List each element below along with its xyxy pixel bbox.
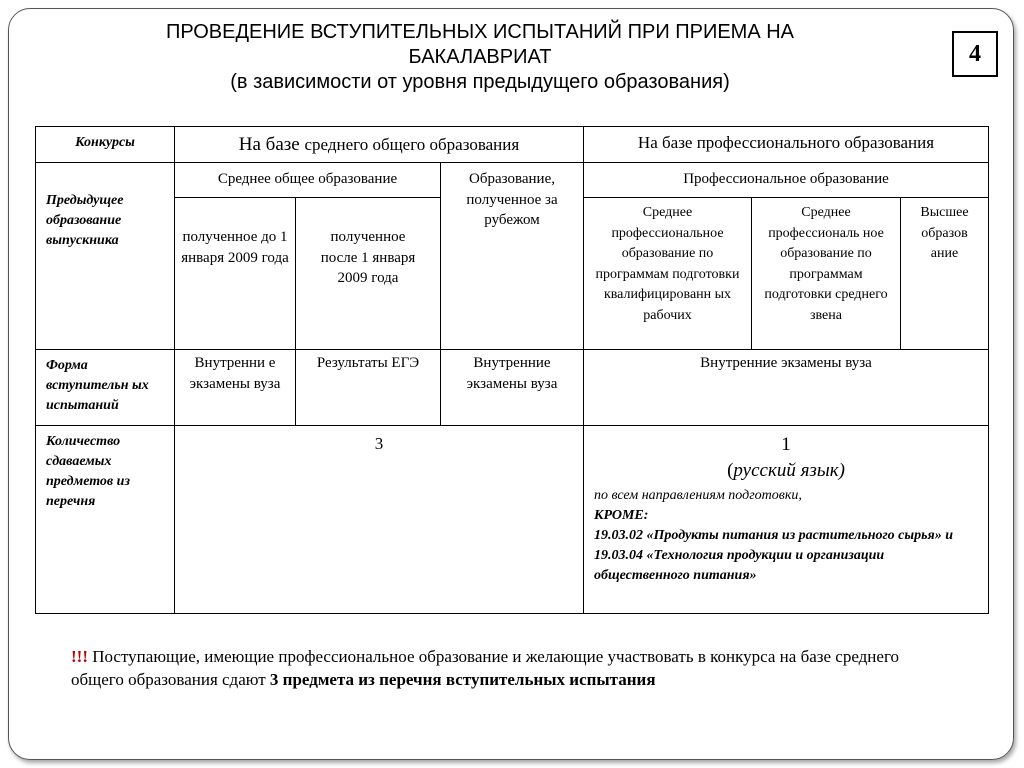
footnote bbox=[71, 645, 951, 691]
subjects-secondary-count: 3 bbox=[175, 426, 584, 614]
subjects-prof-subject bbox=[594, 458, 978, 484]
row-header-exam-form: Форма вступительн ых испытаний bbox=[36, 350, 175, 426]
edu-spo-mid: Среднее профессиональ ное образование по программам подготовки среднего звена bbox=[752, 198, 901, 350]
footnote-bold-text: 3 предмета из перечня вступительных испытания bbox=[269, 670, 656, 689]
contests-row bbox=[36, 127, 989, 163]
edu-before-2009: полученное до 1 января 2009 года bbox=[175, 198, 296, 350]
contest-secondary bbox=[175, 127, 584, 163]
edu-higher: Высшее образов ание bbox=[901, 198, 989, 350]
footnote-mark: !!! bbox=[71, 647, 88, 666]
contest-secondary-prefix: На базе bbox=[238, 134, 305, 155]
footnote-text: Поступающие, имеющие профессиональное образование и желающие участвовать в конкурса на базе среднего общего образования сдают bbox=[71, 647, 899, 689]
education-row-1 bbox=[36, 163, 989, 198]
exam-internal-prof: Внутренние экзамены вуза bbox=[584, 350, 989, 426]
row-header-previous-education: Предыдущее образование выпускника bbox=[36, 163, 175, 350]
exam-form-row bbox=[36, 350, 989, 426]
exception-text: 19.03.02 «Продукты питания из растительного сырья» и 19.03.04 «Технология продукции и организации общественного питания» bbox=[594, 528, 953, 583]
admission-table bbox=[35, 126, 989, 614]
row-header-subject-count: Количество сдаваемых предметов из перечня bbox=[36, 426, 175, 614]
exam-ege: Результаты ЕГЭ bbox=[296, 350, 441, 426]
slide-title bbox=[100, 20, 860, 95]
title-line-1: ПРОВЕДЕНИЕ ВСТУПИТЕЛЬНЫХ ИСПЫТАНИЙ ПРИ ПРИЕМА НА bbox=[165, 21, 795, 43]
subjects-prof-subject-text: русский язык) bbox=[733, 460, 845, 481]
subjects-exception bbox=[594, 486, 978, 586]
subjects-professional bbox=[584, 426, 989, 614]
edu-professional: Профессиональное образование bbox=[584, 163, 989, 198]
subjects-row bbox=[36, 426, 989, 614]
contest-professional: На базе профессионального образования bbox=[584, 127, 989, 163]
subjects-prof-subject-open: ( bbox=[727, 460, 734, 481]
exam-internal-2: Внутренние экзамены вуза bbox=[441, 350, 584, 426]
subjects-prof-count: 1 bbox=[781, 434, 791, 455]
edu-abroad: Образование, полученное за рубежом bbox=[441, 163, 584, 350]
title-line-2: БАКАЛАВРИАТ bbox=[408, 46, 552, 68]
edu-spo-workers: Среднее профессиональное образование по программам подготовки квалифицированн ых рабочих bbox=[584, 198, 752, 350]
row-header-contests: Конкурсы bbox=[36, 127, 175, 163]
exception-lead: по всем направлениям подготовки, bbox=[594, 488, 802, 503]
edu-secondary-general: Среднее общее образование bbox=[175, 163, 441, 198]
edu-after-2009: полученное после 1 января 2009 года bbox=[296, 198, 441, 350]
title-subtitle: (в зависимости от уровня предыдущего образования) bbox=[230, 71, 730, 93]
exam-internal-1: Внутренни е экзамены вуза bbox=[175, 350, 296, 426]
contest-secondary-rest: среднего общего образования bbox=[304, 135, 520, 154]
slide-number-badge: 4 bbox=[952, 31, 998, 77]
exception-keyword: КРОМЕ: bbox=[594, 508, 649, 523]
